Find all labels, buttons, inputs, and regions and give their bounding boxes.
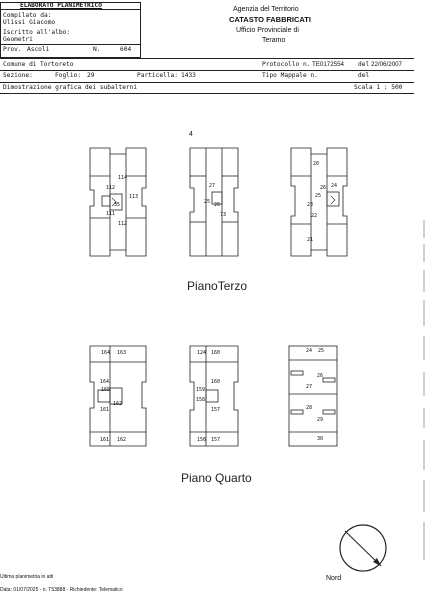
n-label: N. bbox=[93, 46, 101, 53]
tipo-mappale-label: Tipo Mappale n. bbox=[262, 72, 318, 79]
agency-line1: Agenzia del Territorio bbox=[233, 6, 299, 13]
p3-right-label-7: 21 bbox=[307, 237, 314, 243]
del-label: del bbox=[358, 61, 370, 68]
comune-value: Tortoreto bbox=[40, 61, 74, 68]
p4-right-label-5: 28 bbox=[306, 405, 313, 411]
footer-line1: Ultima planimetria in atti bbox=[0, 574, 54, 580]
plan-p4-left bbox=[86, 344, 150, 448]
north-arrow bbox=[337, 522, 389, 574]
p3-mid-label-1: 27 bbox=[209, 183, 216, 189]
sezione-label: Sezione: bbox=[3, 72, 33, 79]
p3-right-label-6: 22 bbox=[311, 213, 318, 219]
p4-left-label-8: 162 bbox=[117, 437, 127, 443]
protocollo-label: Protocollo n. bbox=[262, 61, 311, 68]
p4-mid-label-5: 158 bbox=[196, 397, 206, 403]
plan-p4-mid bbox=[186, 344, 242, 448]
p3-left-label-2: 113 bbox=[129, 194, 139, 200]
p4-mid-label-8: 157 bbox=[211, 437, 221, 443]
p4-left-label-4: 165 bbox=[101, 387, 111, 393]
top-mark: 4 bbox=[189, 131, 193, 138]
agency-line3: Ufficio Provinciale di bbox=[236, 27, 299, 34]
p3-left-label-6: 35 bbox=[114, 202, 121, 208]
p3-right-label-2: 26 bbox=[320, 185, 327, 191]
p4-mid-label-7: 156 bbox=[197, 437, 207, 443]
p4-mid-label-2: 160 bbox=[211, 350, 221, 356]
foglio-value: 29 bbox=[87, 72, 95, 79]
plan-p3-left bbox=[86, 146, 150, 258]
p4-left-label-7: 161 bbox=[100, 437, 110, 443]
agency-line2: CATASTO FABBRICATI bbox=[229, 15, 311, 24]
p3-right-label-1: 20 bbox=[313, 161, 320, 167]
p4-right-label-6: 29 bbox=[317, 417, 324, 423]
p3-left-label-3: 112 bbox=[106, 185, 116, 191]
particella-label: Particella: bbox=[137, 72, 178, 79]
p3-mid-label-3: 26 bbox=[214, 202, 221, 208]
footer-line2: Data: 01/07/2025 - n. T53888 - Richiedente: Telematico bbox=[0, 587, 123, 593]
p4-left-label-1: 164 bbox=[101, 350, 111, 356]
iscritto-label: Iscritto all'albo: bbox=[3, 29, 71, 36]
floor-label-terzo: PianoTerzo bbox=[187, 279, 248, 293]
plan-p3-right bbox=[287, 146, 351, 258]
p3-right-label-5: 23 bbox=[307, 202, 314, 208]
tipo-del-label: del bbox=[358, 72, 370, 79]
p3-right-label-3: 25 bbox=[315, 193, 322, 199]
p4-left-label-2: 163 bbox=[117, 350, 127, 356]
compilato-da-label: Compilato da: bbox=[3, 12, 52, 19]
scala-label: Scala 1 : 500 bbox=[354, 84, 403, 91]
dimostrazione-label: Dimostrazione grafica dei subalterni bbox=[3, 84, 138, 91]
p3-mid-label-2: 25 bbox=[204, 199, 211, 205]
compilato-da-value: Ulissi Giacomo bbox=[3, 19, 56, 26]
prov-label: Prov. bbox=[3, 46, 22, 53]
p3-left-label-5: 112 bbox=[118, 221, 128, 227]
agency-line4: Teramo bbox=[262, 37, 286, 44]
p4-mid-label-6: 157 bbox=[211, 407, 221, 413]
north-label: Nord bbox=[326, 575, 342, 582]
n-value: 604 bbox=[120, 46, 132, 53]
particella-value: 1433 bbox=[181, 72, 196, 79]
protocollo-value: TE0172554 bbox=[312, 61, 344, 68]
plan-p3-mid bbox=[186, 146, 242, 258]
p4-mid-label-3: 160 bbox=[211, 379, 221, 385]
p4-left-label-6: 161 bbox=[100, 407, 110, 413]
p4-right-label-4: 27 bbox=[306, 384, 313, 390]
p4-right-label-2: 25 bbox=[318, 348, 325, 354]
iscritto-value: Geometri bbox=[3, 36, 33, 43]
del-value: 22/06/2007 bbox=[371, 61, 402, 68]
plan-p4-right bbox=[287, 344, 339, 448]
p4-right-label-1: 24 bbox=[306, 348, 313, 354]
p4-left-label-5: 162 bbox=[113, 401, 123, 407]
foglio-label: Foglio: bbox=[55, 72, 82, 79]
p3-left-label-1: 114 bbox=[118, 175, 128, 181]
p4-left-label-3: 164 bbox=[100, 379, 110, 385]
prov-value: Ascoli bbox=[27, 46, 50, 53]
p4-mid-label-4: 159 bbox=[196, 387, 206, 393]
elaborato-title: ELABORATO PLANIMETRICO bbox=[20, 2, 102, 9]
comune-label: Comune di bbox=[3, 61, 37, 68]
p3-right-label-4: 24 bbox=[331, 183, 338, 189]
p4-right-label-7: 30 bbox=[317, 436, 324, 442]
p3-mid-label-4: 73 bbox=[220, 212, 227, 218]
p4-right-label-3: 26 bbox=[317, 373, 324, 379]
p3-left-label-4: 111 bbox=[106, 211, 116, 217]
p4-mid-label-1: 124 bbox=[197, 350, 207, 356]
floor-label-quarto: Piano Quarto bbox=[181, 471, 252, 485]
scan-edge-marks bbox=[416, 0, 428, 600]
